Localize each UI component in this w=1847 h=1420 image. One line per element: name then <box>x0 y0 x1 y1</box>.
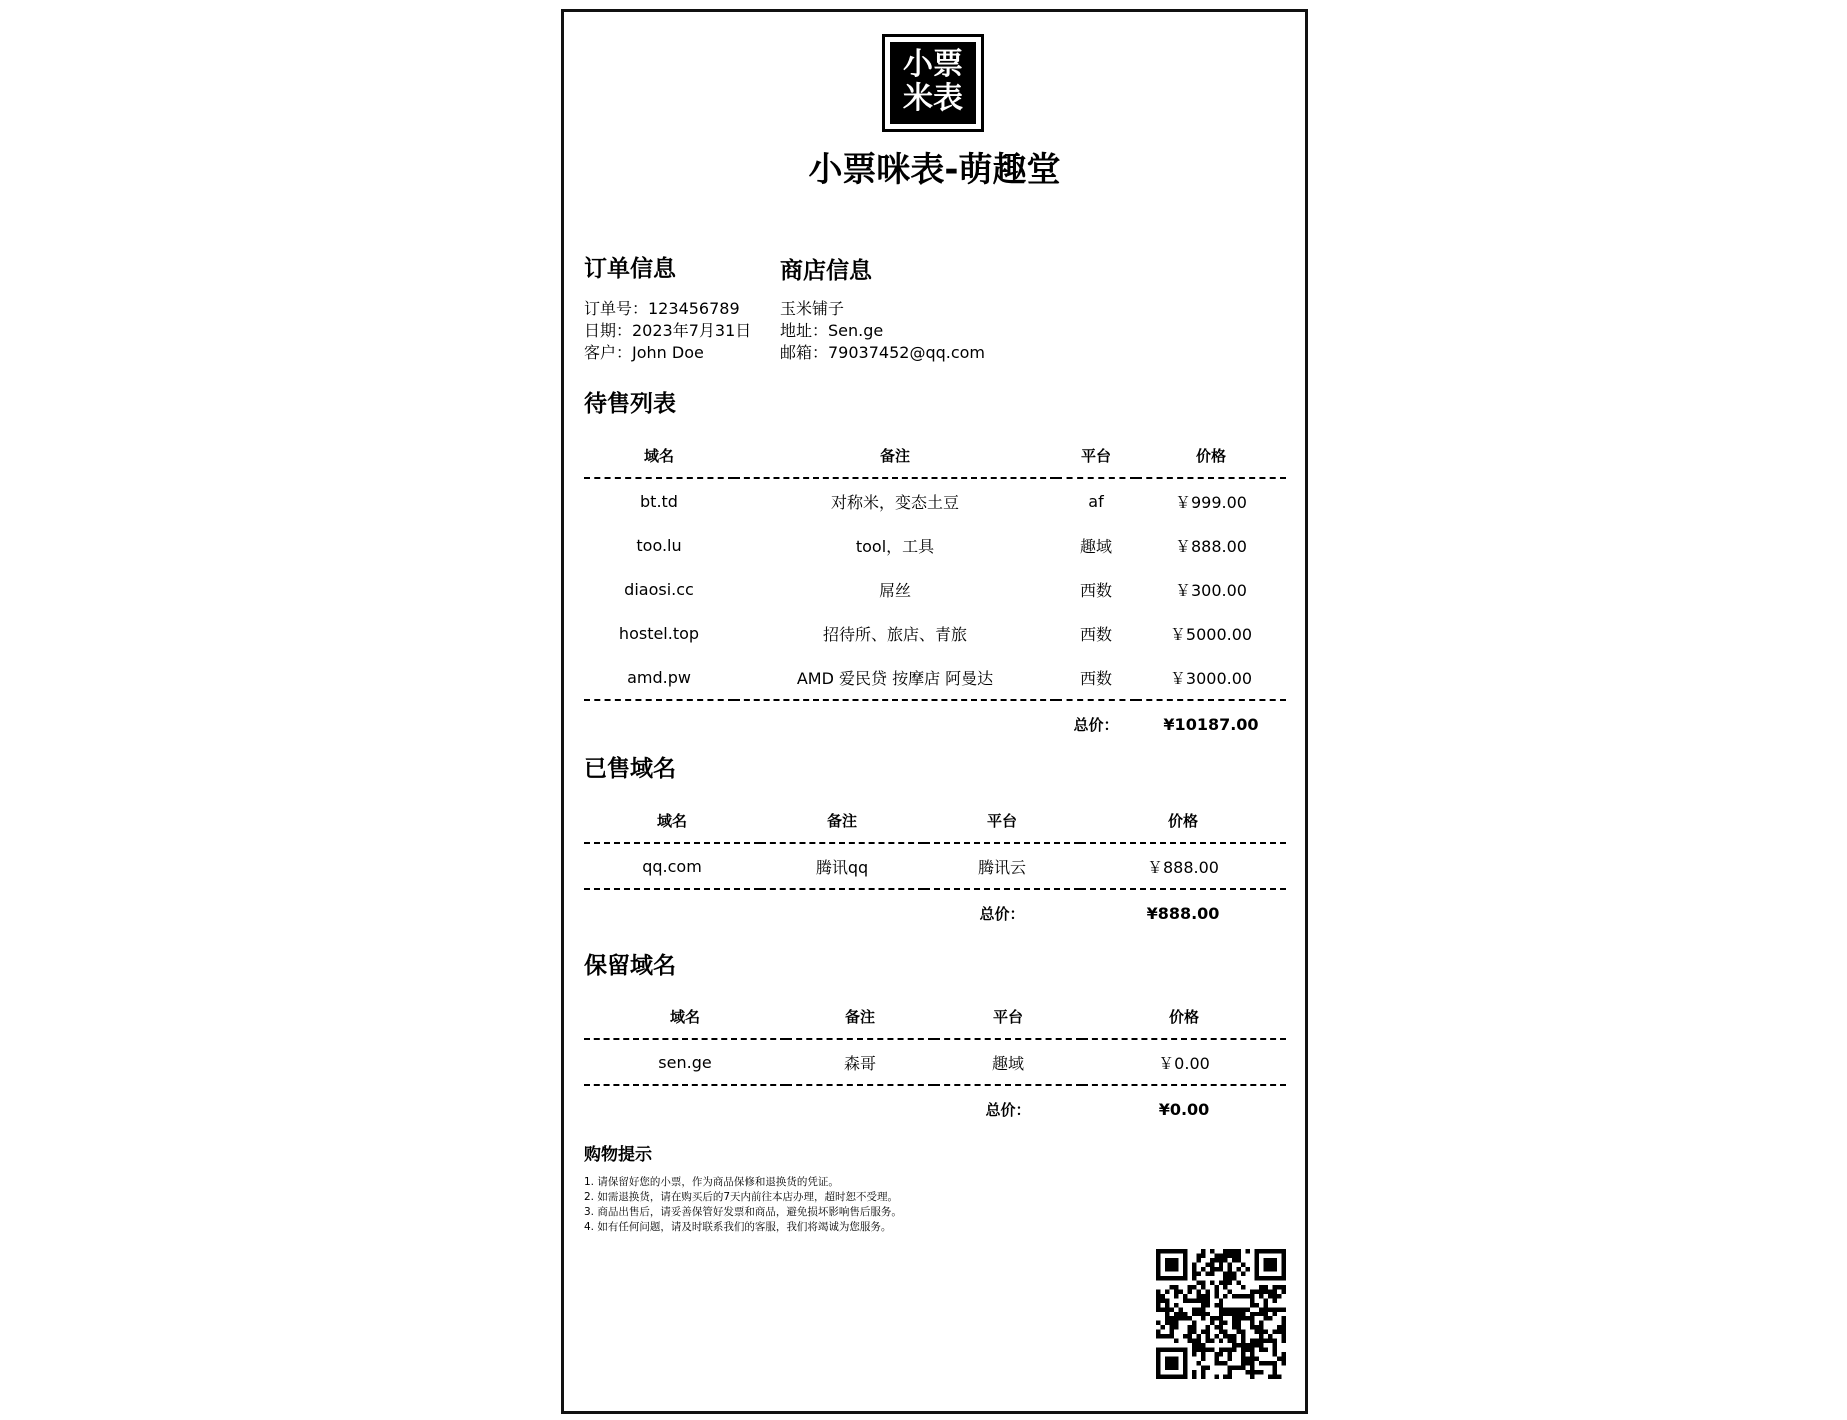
cell-price: ￥999.00 <box>1175 492 1247 512</box>
cell-price: ￥3000.00 <box>1136 655 1286 700</box>
qr-code-icon[interactable] <box>1156 1249 1286 1379</box>
order-number: 订单号：123456789 <box>584 299 740 318</box>
column-header-price: 价格 <box>1080 798 1286 843</box>
column-header-platform: 平台 <box>934 994 1082 1039</box>
column-header-domain: 域名 <box>584 994 786 1039</box>
total-value: ¥0.00 <box>1158 1099 1210 1119</box>
cell-price: ￥300.00 <box>1175 580 1247 600</box>
table-row <box>584 523 1286 567</box>
logo-mark <box>890 42 976 124</box>
store-info <box>780 298 985 364</box>
cell-domain: hostel.top <box>618 623 700 643</box>
cell-note: 屌丝 <box>878 580 911 600</box>
total-label: 总价： <box>979 904 1025 923</box>
reserved-heading: 保留域名 <box>584 953 676 979</box>
receipt <box>561 9 1308 1414</box>
column-header-price: 价格 <box>1136 433 1286 478</box>
cell-domain: qq.com <box>584 843 760 889</box>
tip-item: 4. 如有任何问题，请及时联系我们的客服，我们将竭诚为您服务。 <box>584 1221 892 1233</box>
store-address: 地址：Sen.ge <box>780 321 884 340</box>
shop-title: 小票咪表-萌趣堂 <box>808 150 1061 190</box>
order-customer: 客户：John Doe <box>584 343 704 362</box>
tip-item: 1. 请保留好您的小票，作为商品保修和退换货的凭证。 <box>584 1176 839 1188</box>
column-header-domain: 域名 <box>584 433 734 478</box>
cell-platform: af <box>1088 491 1104 511</box>
tips-list <box>584 1175 902 1235</box>
logo-line-2: 米表 <box>903 81 963 116</box>
cell-domain: too.lu <box>636 535 682 555</box>
column-header-platform: 平台 <box>924 798 1080 843</box>
cell-note: 对称米，变态土豆 <box>830 492 959 512</box>
cell-platform: 西数 <box>1079 624 1112 644</box>
column-header-note: 备注 <box>786 994 934 1039</box>
cell-note: tool，工具 <box>855 536 935 556</box>
cell-domain: bt.td <box>640 491 678 511</box>
sold-table <box>584 798 1286 936</box>
table-header-row <box>584 798 1286 843</box>
total-label: 总价： <box>1073 715 1119 734</box>
cell-platform: 趣域 <box>934 1039 1082 1085</box>
table-row <box>584 1039 1286 1085</box>
column-header-note: 备注 <box>760 798 924 843</box>
cell-price: ￥888.00 <box>1175 536 1247 556</box>
order-date: 日期：2023年7月31日 <box>584 321 752 340</box>
cell-note: 腾讯qq <box>760 843 924 889</box>
table-row <box>584 843 1286 889</box>
column-header-note: 备注 <box>734 433 1056 478</box>
cell-domain: diaosi.cc <box>624 579 694 599</box>
table-row <box>584 567 1286 611</box>
order-info-heading: 订单信息 <box>584 256 676 282</box>
store-name: 玉米铺子 <box>780 299 845 318</box>
tip-item: 3. 商品出售后，请妥善保管好发票和商品，避免损坏影响售后服务。 <box>584 1206 902 1218</box>
column-header-domain: 域名 <box>584 798 760 843</box>
cell-note: 森哥 <box>786 1039 934 1085</box>
total-value: ¥10187.00 <box>1163 714 1259 734</box>
shop-logo <box>882 34 984 132</box>
for-sale-table <box>584 433 1286 747</box>
column-header-price: 价格 <box>1082 994 1286 1039</box>
store-info-heading: 商店信息 <box>780 258 872 284</box>
table-row <box>584 611 1286 655</box>
cell-platform: 西数 <box>1056 655 1136 700</box>
tip-item: 2. 如需退换货，请在购买后的7天内前往本店办理，超时恕不受理。 <box>584 1191 899 1203</box>
cell-domain: amd.pw <box>584 655 734 700</box>
cell-note: AMD 爱民贷 按摩店 阿曼达 <box>734 655 1056 700</box>
column-header-platform: 平台 <box>1056 433 1136 478</box>
total-row <box>584 700 1286 747</box>
store-email: 邮箱：79037452@qq.com <box>780 343 986 362</box>
cell-domain: sen.ge <box>584 1039 786 1085</box>
sold-heading: 已售域名 <box>584 756 676 782</box>
cell-price: ￥888.00 <box>1080 843 1286 889</box>
cell-note: 招待所、旅店、青旅 <box>822 624 967 644</box>
order-info <box>584 298 751 364</box>
cell-platform: 趣域 <box>1079 536 1112 556</box>
for-sale-heading: 待售列表 <box>584 391 676 417</box>
total-label: 总价： <box>985 1100 1031 1119</box>
total-row <box>584 1085 1286 1132</box>
table-row <box>584 478 1286 523</box>
total-value: ¥888.00 <box>1146 903 1220 923</box>
cell-platform: 腾讯云 <box>924 843 1080 889</box>
reserved-table <box>584 994 1286 1132</box>
logo-line-1: 小票 <box>903 47 963 82</box>
cell-price: ￥0.00 <box>1082 1039 1286 1085</box>
total-row <box>584 889 1286 936</box>
tips-heading: 购物提示 <box>584 1145 652 1165</box>
cell-platform: 西数 <box>1079 580 1112 600</box>
cell-price: ￥5000.00 <box>1169 624 1253 644</box>
table-header-row <box>584 994 1286 1039</box>
table-header-row <box>584 433 1286 478</box>
table-row <box>584 655 1286 700</box>
